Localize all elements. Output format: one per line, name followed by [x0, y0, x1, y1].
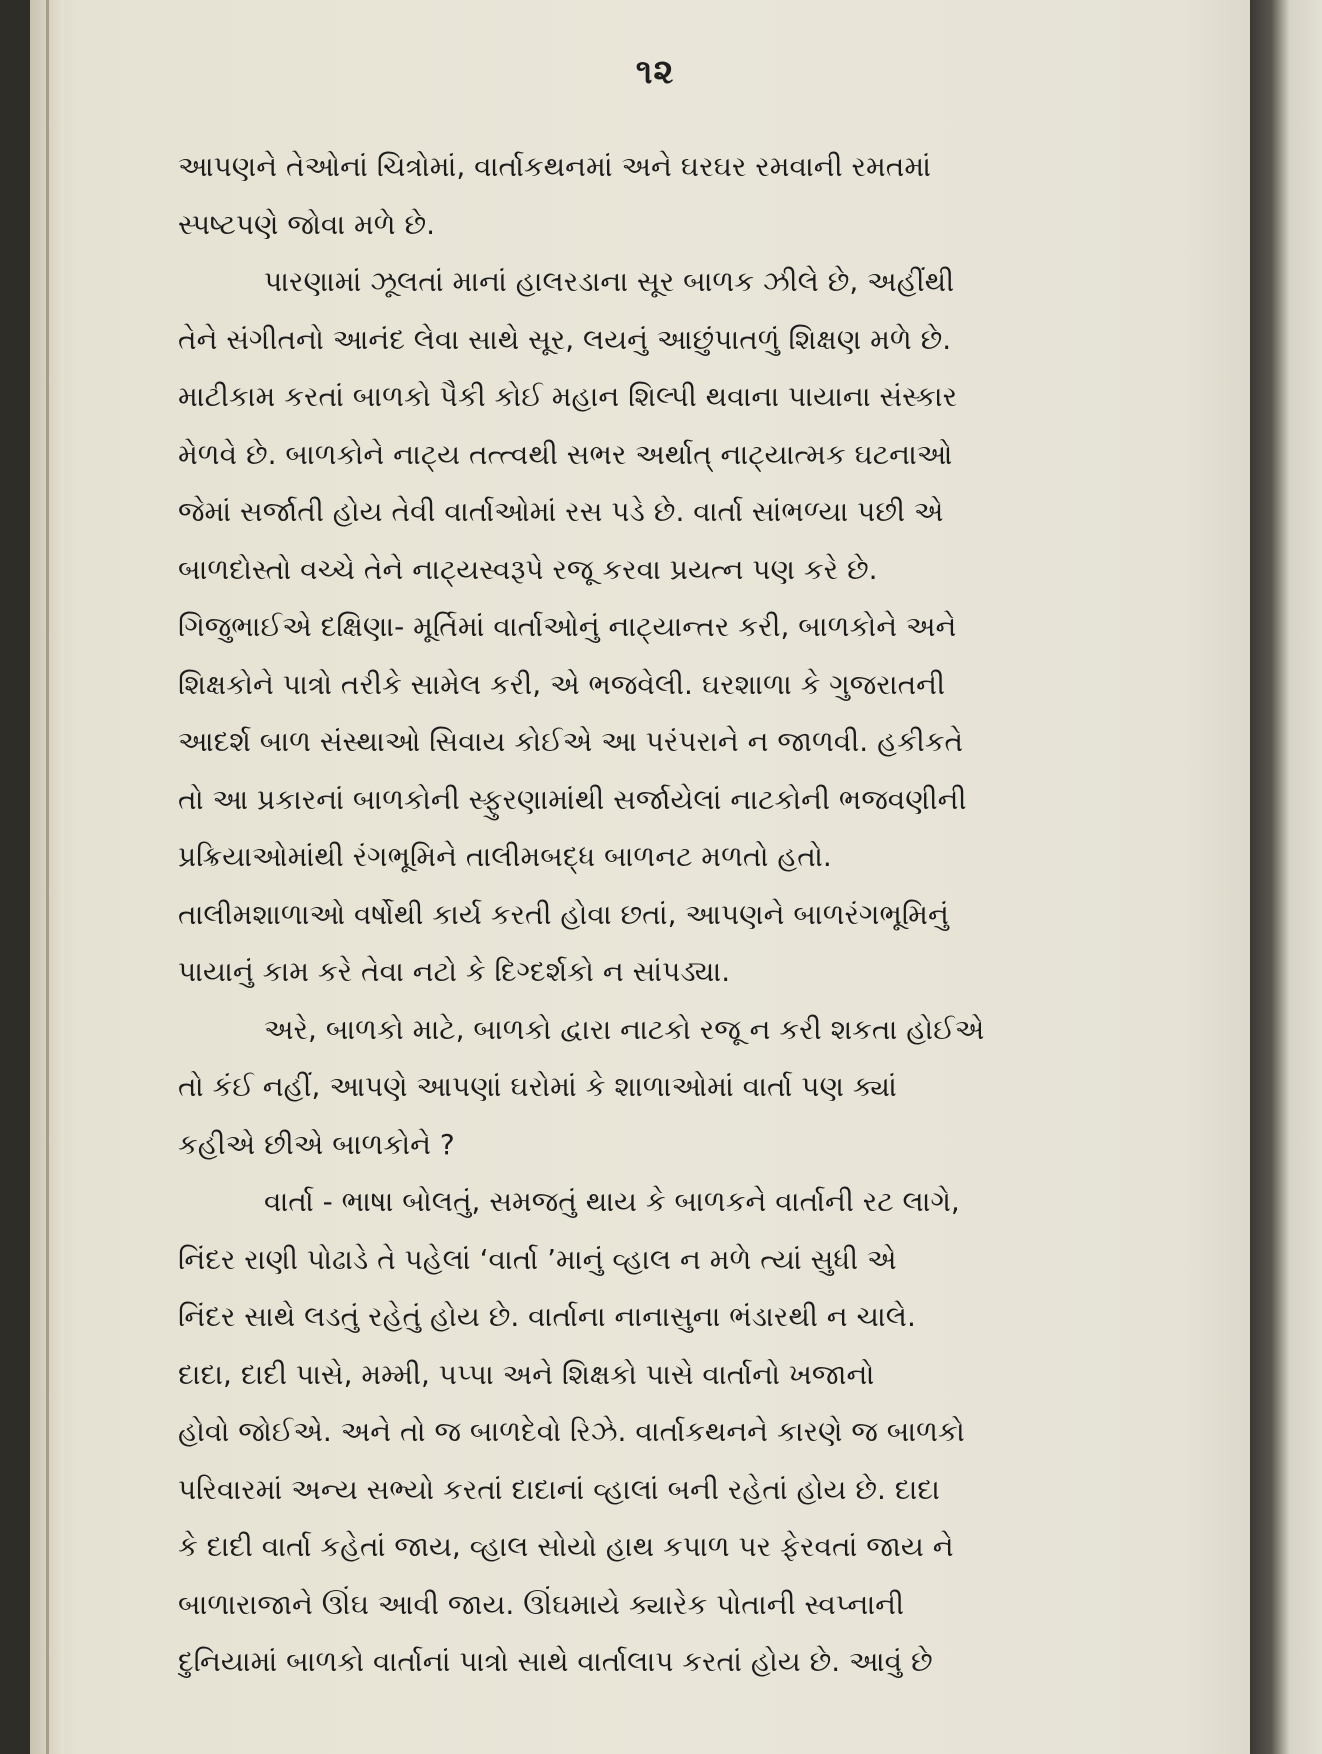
body-text: [178, 138, 1168, 1691]
text-line: દાદા, દાદી પાસે, મમ્મી, પપ્પા અને શિક્ષકો પાસે વાર્તાનો ખજાનો: [178, 1357, 875, 1391]
text-line: તો આ પ્રકારનાં બાળકોની સ્ફુરણામાંથી સર્જાયેલાં નાટકોની ભજવણીની: [178, 782, 967, 816]
text-line: પારણામાં ઝૂલતાં માનાં હાલરડાના સૂર બાળક ઝીલે છે, અહીંથી: [264, 265, 955, 298]
text-line: વાર્તા - ભાષા બોલતું, સમજતું થાય કે બાળકને વાર્તાની રટ લાગે,: [264, 1185, 960, 1218]
text-line: સ્પષ્ટપણે જોવા મળે છે.: [178, 207, 436, 241]
text-line: આપણને તેઓનાં ચિત્રોમાં, વાર્તાકથનમાં અને ઘરઘર રમવાની રમતમાં: [178, 150, 931, 183]
text-line: નિંદર સાથે લડતું રહેતું હોય છે. વાર્તાના નાનાસુના ભંડારથી ન ચાલે.: [178, 1300, 916, 1333]
text-line: હોવો જોઈએ. અને તો જ બાળદેવો રિઝે. વાર્તાકથનને કારણે જ બાળકો: [178, 1415, 965, 1448]
book-page: [30, 0, 1280, 1754]
text-line: ગિજુભાઈએ દક્ષિણા- મૂર્તિમાં વાર્તાઓનું નાટ્યાન્તર કરી, બાળકોને અને: [178, 610, 957, 643]
text-line: બાળારાજાને ઊંઘ આવી જાય. ઊંઘમાયે ક્યારેક પોતાની સ્વપ્નાની: [178, 1587, 905, 1621]
text-line: અરે, બાળકો માટે, બાળકો દ્વારા નાટકો રજૂ ન કરી શકતા હોઈએ: [264, 1012, 985, 1046]
text-line: કે દાદી વાર્તા કહેતાં જાય, વ્હાલ સોયો હાથ કપાળ પર ફેરવતાં જાય ને: [178, 1530, 954, 1563]
text-line: પરિવારમાં અન્ય સભ્યો કરતાં દાદાનાં વ્હાલાં બની રહેતાં હોય છે. દાદા: [178, 1472, 940, 1506]
text-line: તો કંઈ નહીં, આપણે આપણાં ઘરોમાં કે શાળાઓમાં વાર્તા પણ ક્યાં: [178, 1070, 897, 1103]
book-gutter: [1250, 0, 1322, 1754]
text-line: આદર્શ બાળ સંસ્થાઓ સિવાય કોઈએ આ પરંપરાને ન જાળવી. હકીકતે: [178, 725, 964, 758]
text-line: બાળદોસ્તો વચ્ચે તેને નાટ્યસ્વરૂપે રજૂ કરવા પ્રયત્ન પણ કરે છે.: [178, 552, 878, 586]
page-number: ૧૨: [635, 52, 675, 92]
text-line: પાયાનું કામ કરે તેવા નટો કે દિગ્દર્શકો ન સાંપડ્યા.: [178, 955, 731, 988]
text-line: તેને સંગીતનો આનંદ લેવા સાથે સૂર, લયનું આછુંપાતળું શિક્ષણ મળે છે.: [178, 322, 952, 356]
text-line: કહીએ છીએ બાળકોને ?: [178, 1127, 455, 1161]
binding-line: [46, 0, 49, 1754]
text-line: તાલીમશાળાઓ વર્ષોથી કાર્ય કરતી હોવા છતાં, આપણને બાળરંગભૂમિનું: [178, 897, 949, 931]
text-line: માટીકામ કરતાં બાળકો પૈકી કોઈ મહાન શિલ્પી થવાના પાયાના સંસ્કાર: [178, 380, 958, 413]
text-line: જેમાં સર્જાતી હોય તેવી વાર્તાઓમાં રસ પડે છે. વાર્તા સાંભળ્યા પછી એ: [178, 495, 944, 528]
text-line: શિક્ષકોને પાત્રો તરીકે સામેલ કરી, એ ભજવેલી. ઘરશાળા કે ગુજરાતની: [178, 667, 945, 701]
text-line: પ્રક્રિયાઓમાંથી રંગભૂમિને તાલીમબદ્ધ બાળનટ મળતો હતો.: [178, 840, 832, 873]
text-line: દુનિયામાં બાળકો વાર્તાનાં પાત્રો સાથે વાર્તાલાપ કરતાં હોય છે. આવું છે: [178, 1645, 933, 1678]
text-line: મેળવે છે. બાળકોને નાટ્ય તત્ત્વથી સભર અર્થાત્ નાટ્યાત્મક ઘટનાઓ: [178, 437, 953, 471]
text-line: નિંદર રાણી પોઢાડે તે પહેલાં ‘વાર્તા ’માનું વ્હાલ ન મળે ત્યાં સુધી એ: [178, 1242, 897, 1276]
